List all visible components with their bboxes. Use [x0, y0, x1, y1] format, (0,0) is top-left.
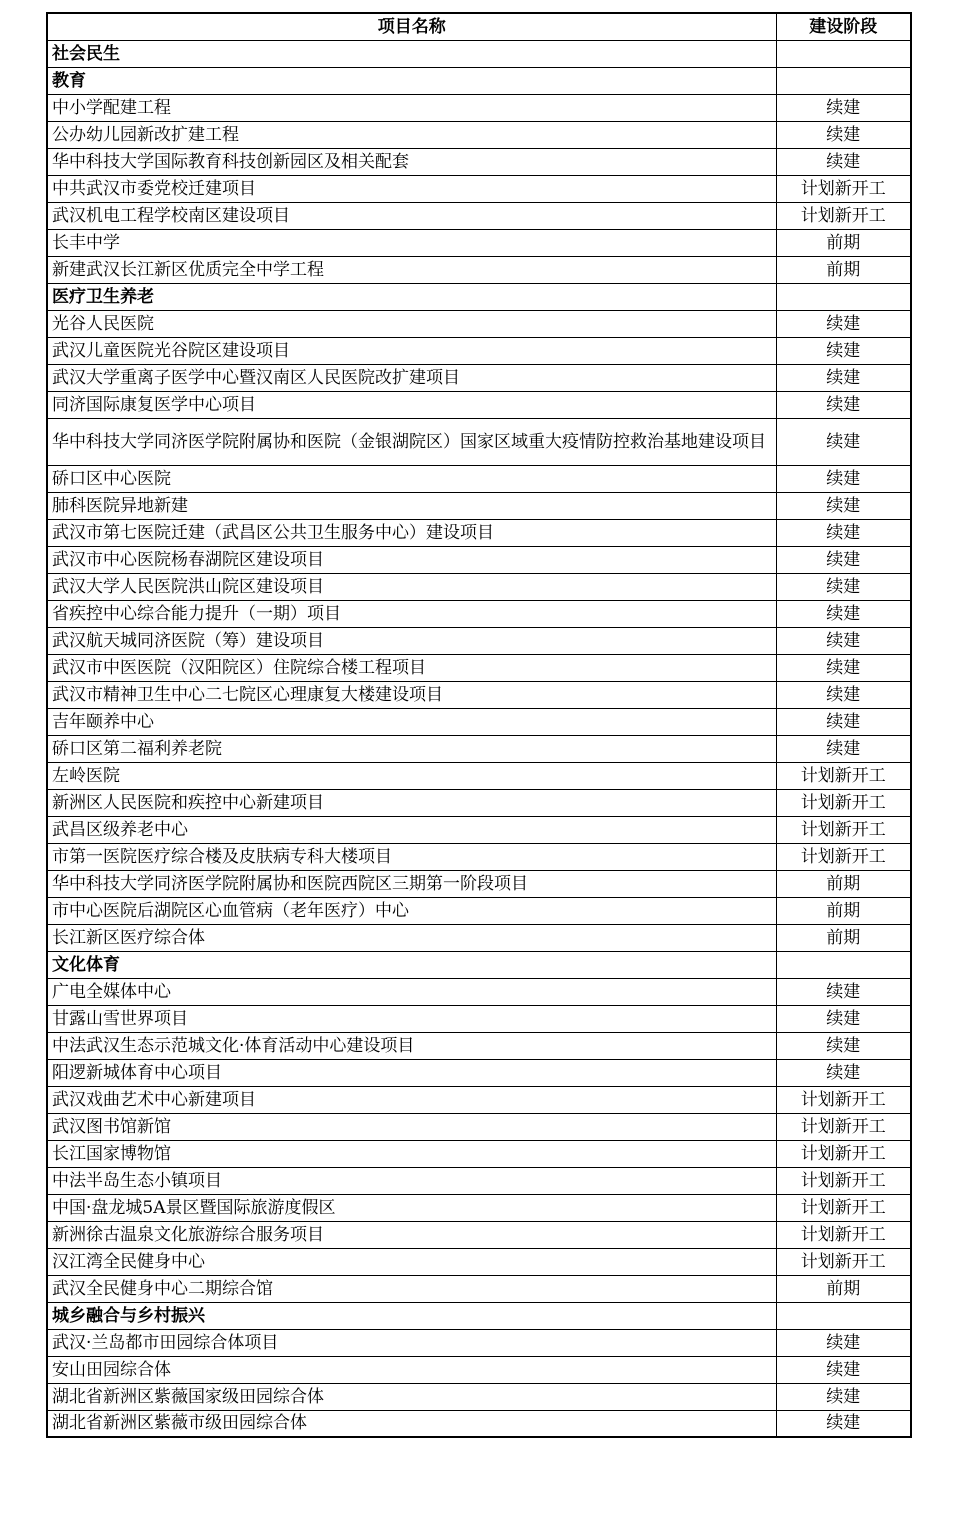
stage-cell: 续建: [776, 391, 911, 418]
project-name-cell: 肺科医院异地新建: [47, 492, 776, 519]
stage-cell: 计划新开工: [776, 843, 911, 870]
stage-cell: [776, 40, 911, 67]
stage-cell: 计划新开工: [776, 789, 911, 816]
stage-cell: 续建: [776, 519, 911, 546]
stage-cell: 前期: [776, 897, 911, 924]
project-name-cell: 中小学配建工程: [47, 94, 776, 121]
project-name-cell: 甘露山雪世界项目: [47, 1005, 776, 1032]
project-name-cell: 武汉市第七医院迁建（武昌区公共卫生服务中心）建设项目: [47, 519, 776, 546]
table-row: [47, 229, 911, 256]
table-row: [47, 573, 911, 600]
stage-cell: 续建: [776, 735, 911, 762]
header-row: [47, 13, 911, 40]
project-name-cell: 武汉图书馆新馆: [47, 1113, 776, 1140]
stage-cell: [776, 951, 911, 978]
table-row: [47, 310, 911, 337]
project-name-cell: 左岭医院: [47, 762, 776, 789]
project-name-cell: 武汉全民健身中心二期综合馆: [47, 1275, 776, 1302]
stage-cell: 前期: [776, 1275, 911, 1302]
project-name-cell: 汉江湾全民健身中心: [47, 1248, 776, 1275]
stage-cell: 续建: [776, 418, 911, 465]
project-name-cell: 华中科技大学同济医学院附属协和医院（金银湖院区）国家区域重大疫情防控救治基地建设项目: [47, 418, 776, 465]
table-row: [47, 1113, 911, 1140]
table-row: [47, 148, 911, 175]
category-name: 城乡融合与乡村振兴: [47, 1302, 776, 1329]
table-row: [47, 1032, 911, 1059]
category-name: 文化体育: [47, 951, 776, 978]
stage-cell: 续建: [776, 654, 911, 681]
table-row: [47, 1221, 911, 1248]
table-row: [47, 465, 911, 492]
project-name-cell: 武汉大学重离子医学中心暨汉南区人民医院改扩建项目: [47, 364, 776, 391]
stage-cell: 续建: [776, 1383, 911, 1410]
stage-cell: 计划新开工: [776, 202, 911, 229]
table-row: [47, 735, 911, 762]
project-name-cell: 武昌区级养老中心: [47, 816, 776, 843]
stage-cell: 续建: [776, 600, 911, 627]
table-row: [47, 924, 911, 951]
project-name-cell: 长江国家博物馆: [47, 1140, 776, 1167]
project-name-cell: 武汉市精神卫生中心二七院区心理康复大楼建设项目: [47, 681, 776, 708]
stage-cell: 续建: [776, 573, 911, 600]
project-name-cell: 光谷人民医院: [47, 310, 776, 337]
stage-cell: 前期: [776, 229, 911, 256]
project-name-cell: 新洲区人民医院和疾控中心新建项目: [47, 789, 776, 816]
stage-cell: 续建: [776, 310, 911, 337]
project-name-cell: 市中心医院后湖院区心血管病（老年医疗）中心: [47, 897, 776, 924]
stage-cell: 续建: [776, 1410, 911, 1437]
table-row: [47, 762, 911, 789]
table-row: [47, 681, 911, 708]
table-row: [47, 978, 911, 1005]
stage-cell: 续建: [776, 1005, 911, 1032]
table-row: [47, 418, 911, 465]
table-row: [47, 897, 911, 924]
table-row: [47, 94, 911, 121]
stage-cell: 续建: [776, 1329, 911, 1356]
header-construction-stage: 建设阶段: [776, 13, 911, 40]
category-name: 社会民生: [47, 40, 776, 67]
stage-cell: [776, 283, 911, 310]
table-row: [47, 789, 911, 816]
stage-cell: [776, 1302, 911, 1329]
project-name-cell: 中法半岛生态小镇项目: [47, 1167, 776, 1194]
table-row: [47, 1194, 911, 1221]
table-row: [47, 1410, 911, 1437]
stage-cell: 续建: [776, 1356, 911, 1383]
table-row: [47, 816, 911, 843]
table-row: [47, 600, 911, 627]
category-row: [47, 951, 911, 978]
stage-cell: 计划新开工: [776, 1113, 911, 1140]
stage-cell: 续建: [776, 465, 911, 492]
header-project-name: 项目名称: [47, 13, 776, 40]
project-name-cell: 武汉戏曲艺术中心新建项目: [47, 1086, 776, 1113]
project-name-cell: 硚口区第二福利养老院: [47, 735, 776, 762]
category-row: [47, 67, 911, 94]
stage-cell: 续建: [776, 627, 911, 654]
project-name-cell: 新洲徐古温泉文化旅游综合服务项目: [47, 1221, 776, 1248]
category-row: [47, 1302, 911, 1329]
project-name-cell: 长丰中学: [47, 229, 776, 256]
table-row: [47, 1356, 911, 1383]
stage-cell: 续建: [776, 1032, 911, 1059]
category-row: [47, 40, 911, 67]
stage-cell: 计划新开工: [776, 1194, 911, 1221]
project-name-cell: 武汉儿童医院光谷院区建设项目: [47, 337, 776, 364]
stage-cell: 前期: [776, 924, 911, 951]
table-row: [47, 121, 911, 148]
table-row: [47, 1383, 911, 1410]
project-name-cell: 吉年颐养中心: [47, 708, 776, 735]
project-name-cell: 武汉市中医医院（汉阳院区）住院综合楼工程项目: [47, 654, 776, 681]
table-row: [47, 870, 911, 897]
table-row: [47, 391, 911, 418]
stage-cell: 前期: [776, 256, 911, 283]
project-name-cell: 湖北省新洲区紫薇市级田园综合体: [47, 1410, 776, 1437]
project-name-cell: 湖北省新洲区紫薇国家级田园综合体: [47, 1383, 776, 1410]
stage-cell: 续建: [776, 978, 911, 1005]
table-row: [47, 546, 911, 573]
category-name: 医疗卫生养老: [47, 283, 776, 310]
stage-cell: 续建: [776, 337, 911, 364]
project-name-cell: 公办幼儿园新改扩建工程: [47, 121, 776, 148]
stage-cell: 续建: [776, 121, 911, 148]
table-row: [47, 1329, 911, 1356]
project-name-cell: 中法武汉生态示范城文化·体育活动中心建设项目: [47, 1032, 776, 1059]
project-name-cell: 市第一医院医疗综合楼及皮肤病专科大楼项目: [47, 843, 776, 870]
stage-cell: 计划新开工: [776, 762, 911, 789]
stage-cell: 计划新开工: [776, 1248, 911, 1275]
project-name-cell: 华中科技大学同济医学院附属协和医院西院区三期第一阶段项目: [47, 870, 776, 897]
project-name-cell: 同济国际康复医学中心项目: [47, 391, 776, 418]
table-row: [47, 1167, 911, 1194]
project-table: [46, 12, 912, 1438]
stage-cell: 计划新开工: [776, 175, 911, 202]
project-name-cell: 武汉机电工程学校南区建设项目: [47, 202, 776, 229]
table-row: [47, 1140, 911, 1167]
stage-cell: 计划新开工: [776, 1140, 911, 1167]
stage-cell: 续建: [776, 492, 911, 519]
stage-cell: 续建: [776, 708, 911, 735]
stage-cell: 续建: [776, 364, 911, 391]
table-row: [47, 1005, 911, 1032]
table-row: [47, 708, 911, 735]
table-row: [47, 202, 911, 229]
project-name-cell: 安山田园综合体: [47, 1356, 776, 1383]
table-row: [47, 654, 911, 681]
category-row: [47, 283, 911, 310]
table-row: [47, 492, 911, 519]
table-row: [47, 364, 911, 391]
project-name-cell: 硚口区中心医院: [47, 465, 776, 492]
project-name-cell: 长江新区医疗综合体: [47, 924, 776, 951]
table-row: [47, 1248, 911, 1275]
stage-cell: 计划新开工: [776, 1221, 911, 1248]
project-name-cell: 中共武汉市委党校迁建项目: [47, 175, 776, 202]
table-row: [47, 519, 911, 546]
project-name-cell: 新建武汉长江新区优质完全中学工程: [47, 256, 776, 283]
project-name-cell: 武汉大学人民医院洪山院区建设项目: [47, 573, 776, 600]
stage-cell: 计划新开工: [776, 1167, 911, 1194]
category-name: 教育: [47, 67, 776, 94]
stage-cell: 续建: [776, 681, 911, 708]
stage-cell: 前期: [776, 870, 911, 897]
stage-cell: 续建: [776, 148, 911, 175]
table-row: [47, 627, 911, 654]
project-name-cell: 华中科技大学国际教育科技创新园区及相关配套: [47, 148, 776, 175]
stage-cell: 续建: [776, 1059, 911, 1086]
project-name-cell: 武汉市中心医院杨春湖院区建设项目: [47, 546, 776, 573]
project-name-cell: 省疾控中心综合能力提升（一期）项目: [47, 600, 776, 627]
project-name-cell: 阳逻新城体育中心项目: [47, 1059, 776, 1086]
stage-cell: 续建: [776, 546, 911, 573]
project-name-cell: 中国·盘龙城5A景区暨国际旅游度假区: [47, 1194, 776, 1221]
table-row: [47, 337, 911, 364]
project-name-cell: 武汉·兰岛都市田园综合体项目: [47, 1329, 776, 1356]
stage-cell: 续建: [776, 94, 911, 121]
stage-cell: 计划新开工: [776, 1086, 911, 1113]
table-body: [47, 40, 911, 1437]
table-row: [47, 175, 911, 202]
table-row: [47, 1275, 911, 1302]
stage-cell: 计划新开工: [776, 816, 911, 843]
project-name-cell: 广电全媒体中心: [47, 978, 776, 1005]
table-row: [47, 1059, 911, 1086]
stage-cell: [776, 67, 911, 94]
table-row: [47, 256, 911, 283]
table-row: [47, 1086, 911, 1113]
project-name-cell: 武汉航天城同济医院（筹）建设项目: [47, 627, 776, 654]
table-row: [47, 843, 911, 870]
